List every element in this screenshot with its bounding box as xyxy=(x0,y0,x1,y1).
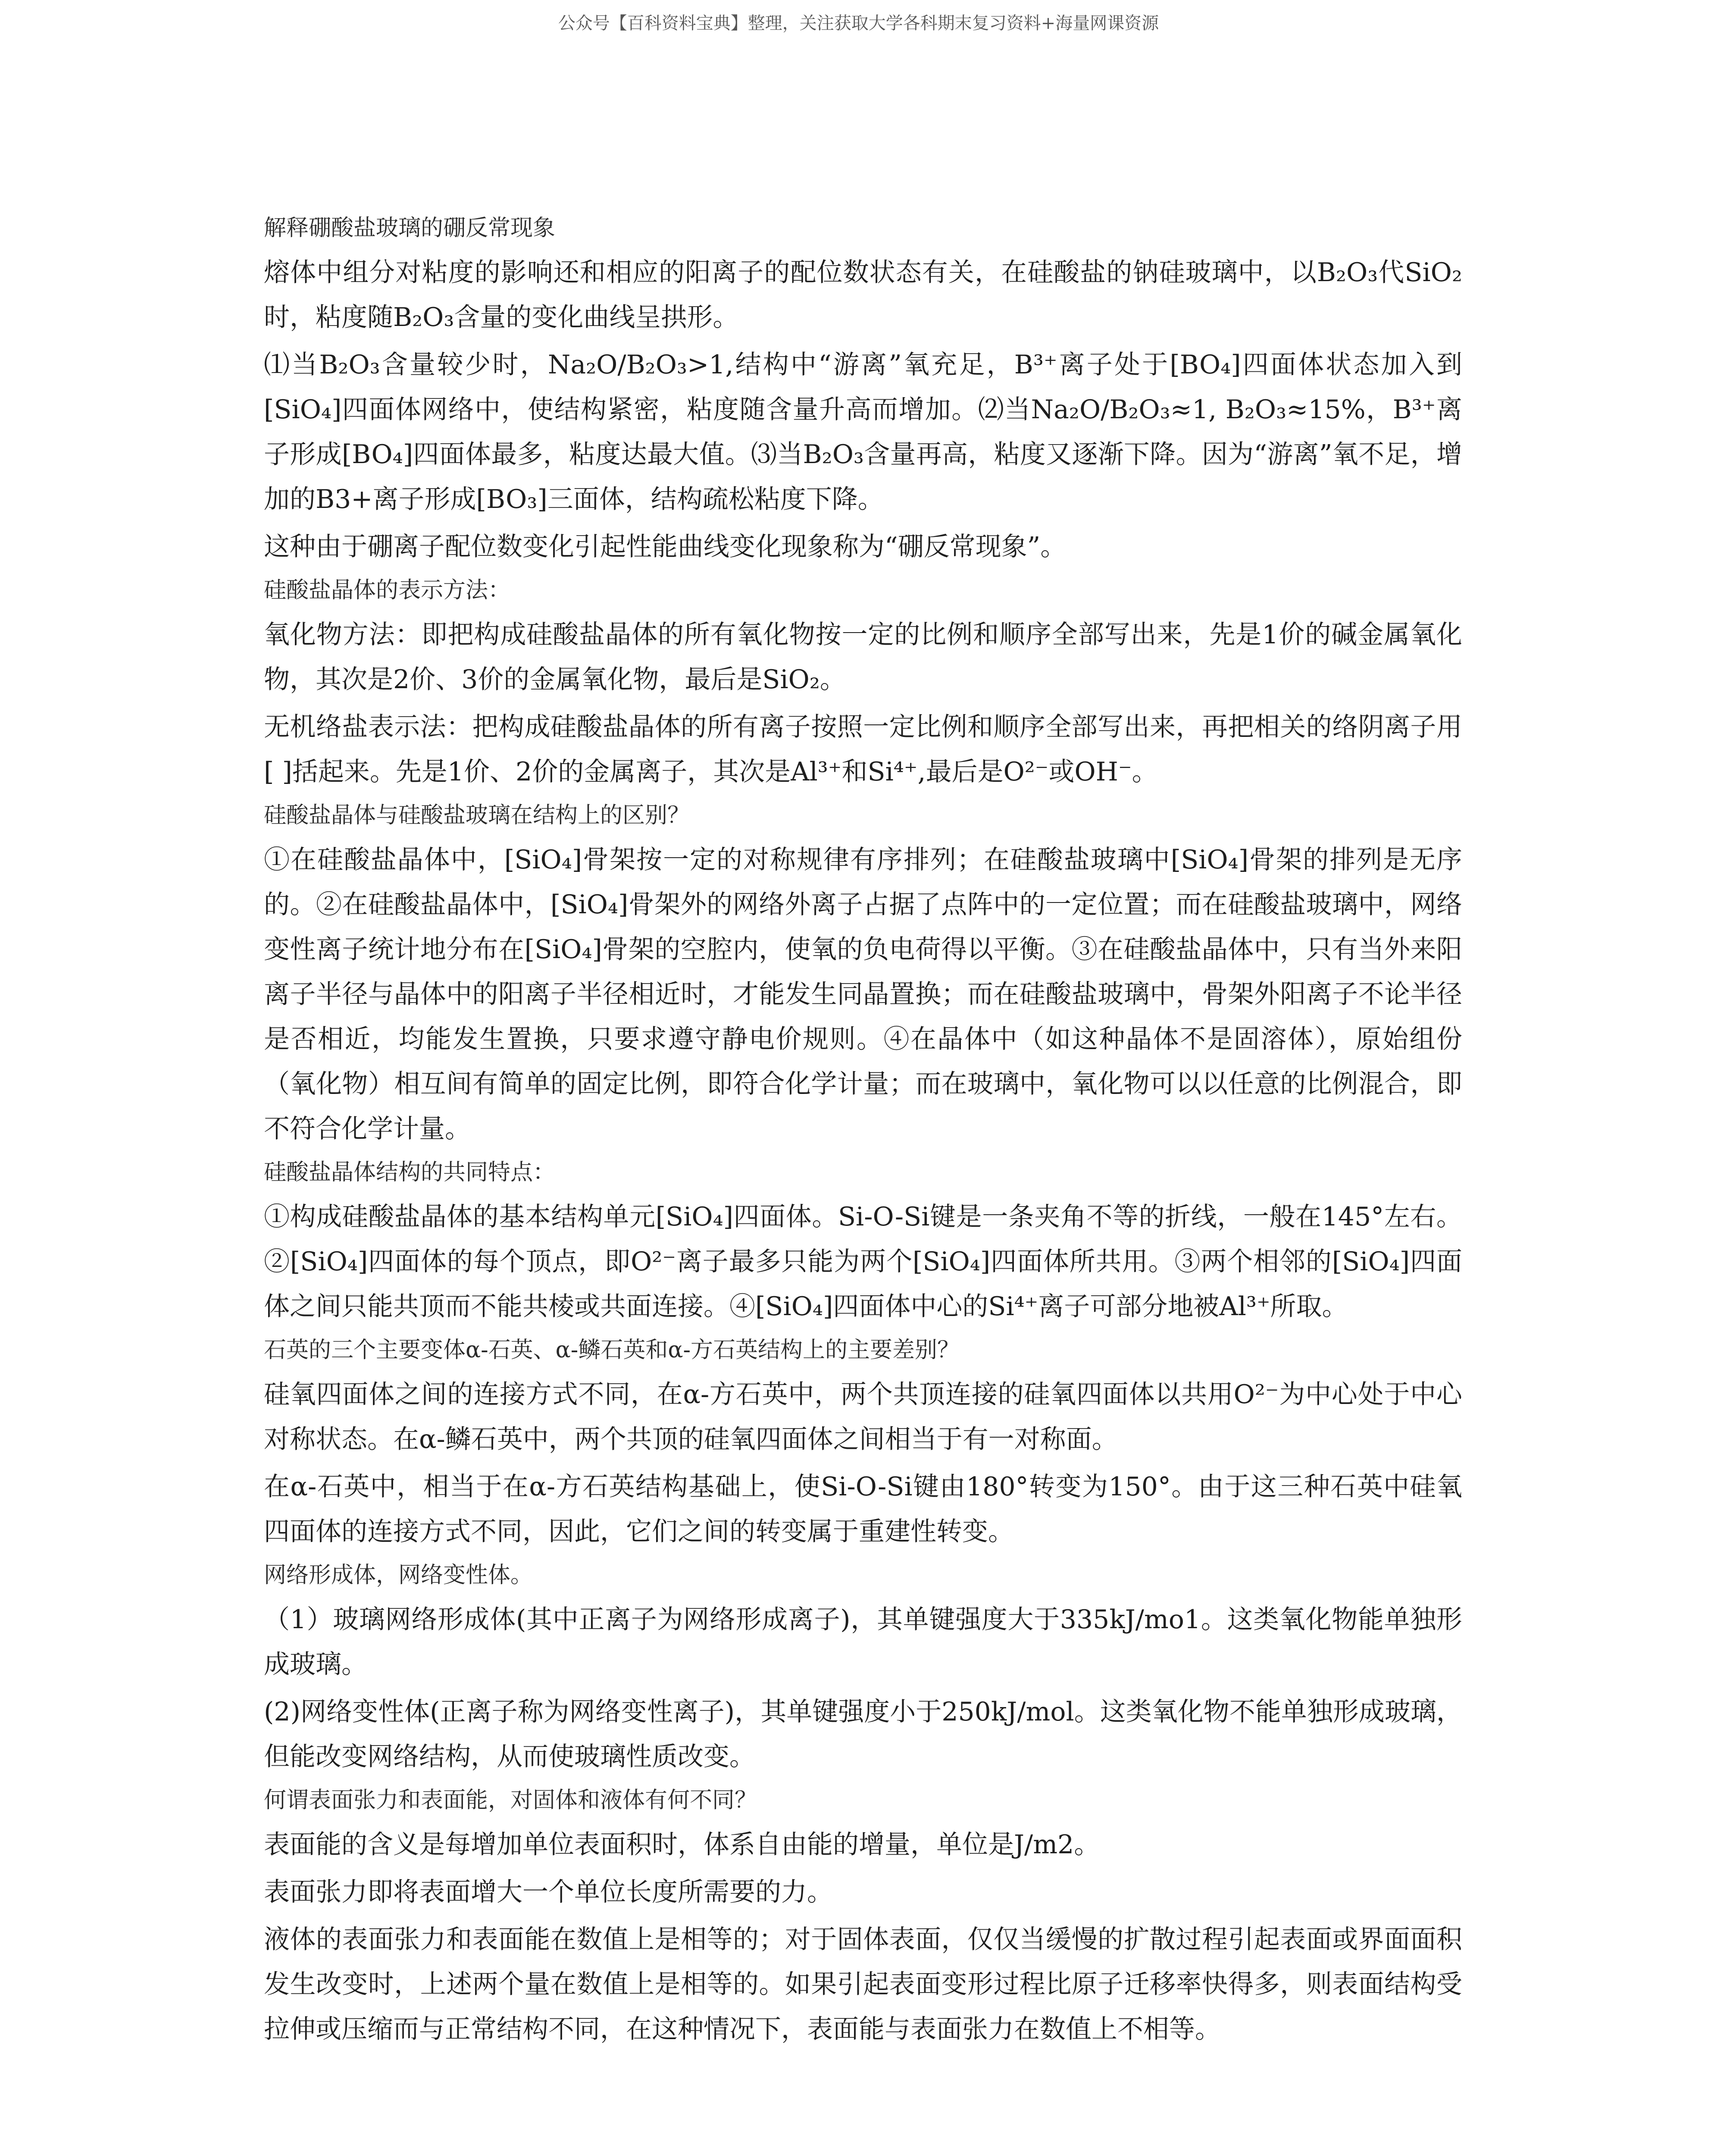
paragraph: 硅氧四面体之间的连接方式不同，在α-方石英中，两个共顶连接的硅氧四面体以共用O²⁻为中心处于中心对称状态。在α-鳞石英中，两个共顶的硅氧四面体之间相当于有一对称面。 xyxy=(264,1379,1462,1454)
paragraph: 液体的表面张力和表面能在数值上是相等的；对于固体表面，仅仅当缓慢的扩散过程引起表面或界面面积发生改变时，上述两个量在数值上是相等的。如果引起表面变形过程比原子迁移率快得多，则表面结构受拉伸或压缩而与正常结构不同，在这种情况下，表面能与表面张力在数值上不相等。 xyxy=(264,1924,1462,2044)
paragraph: (2)网络变性体(正离子称为网络变性离子)，其单键强度小于250kJ/mol。这类氧化物不能单独形成玻璃，但能改变网络结构，从而使玻璃性质改变。 xyxy=(264,1697,1462,1772)
paragraph: 氧化物方法：即把构成硅酸盐晶体的所有氧化物按一定的比例和顺序全部写出来，先是1价的碱金属氧化物，其次是2价、3价的金属氧化物，最后是SiO₂。 xyxy=(264,620,1462,695)
document-body xyxy=(264,207,1462,2054)
section-crystal-vs-glass xyxy=(264,797,1462,1151)
paragraph: 表面能的含义是每增加单位表面积时，体系自由能的增量，单位是J/m2。 xyxy=(264,1830,1100,1860)
section-title: 硅酸盐晶体的表示方法： xyxy=(264,577,511,603)
section-network-formers xyxy=(264,1557,1462,1779)
paragraph: 这种由于硼离子配位数变化引起性能曲线变化现象称为“硼反常现象”。 xyxy=(264,532,1066,562)
section-title: 何谓表面张力和表面能，对固体和液体有何不同？ xyxy=(264,1787,757,1813)
section-title: 网络形成体，网络变性体。 xyxy=(264,1562,533,1588)
section-surface-tension xyxy=(264,1782,1462,2052)
section-boron-anomaly xyxy=(264,210,1462,569)
paragraph: 无机络盐表示法：把构成硅酸盐晶体的所有离子按照一定比例和顺序全部写出来，再把相关的络阴离子用[ ]括起来。先是1价、2价的金属离子，其次是Al³⁺和Si⁴⁺,最后是O²⁻或OH⁻。 xyxy=(264,712,1462,787)
section-title: 硅酸盐晶体与硅酸盐玻璃在结构上的区别？ xyxy=(264,802,690,828)
section-title: 硅酸盐晶体结构的共同特点： xyxy=(264,1159,556,1185)
paragraph: ①在硅酸盐晶体中，[SiO₄]骨架按一定的对称规律有序排列；在硅酸盐玻璃中[SiO₄]骨架的排列是无序的。②在硅酸盐晶体中，[SiO₄]骨架外的网络外离子占据了点阵中的一定位置；而在硅酸盐玻璃中，网络变性离子统计地分布在[SiO₄]骨架的空腔内，使氧的负电荷得以平衡。③在硅酸盐晶体中，只有当外来阳离子半径与晶体中的阳离子半径相近时，才能发生同晶置换；而在硅酸盐玻璃中，骨架外阳离子不论半径是否相近，均能发生置换，只要求遵守静电价规则。④在晶体中（如这种晶体不是固溶体），原始组份（氧化物）相互间有简单的固定比例，即符合化学计量；而在玻璃中，氧化物可以以任意的比例混合，即不符合化学计量。 xyxy=(264,845,1462,1144)
section-quartz-variants xyxy=(264,1332,1462,1554)
section-title: 石英的三个主要变体α-石英、α-鳞石英和α-方石英结构上的主要差别？ xyxy=(264,1337,960,1363)
page-header: 公众号【百科资料宝典】整理，关注获取大学各科期末复习资料+海量网课资源 xyxy=(558,13,1159,33)
section-common-features xyxy=(264,1154,1462,1329)
paragraph: 表面张力即将表面增大一个单位长度所需要的力。 xyxy=(264,1877,833,1907)
section-title: 解释硼酸盐玻璃的硼反常现象 xyxy=(264,215,556,241)
paragraph: （1）玻璃网络形成体(其中正离子为网络形成离子)，其单键强度大于335kJ/mo1。这类氧化物能单独形成玻璃。 xyxy=(264,1604,1462,1680)
paragraph: 熔体中组分对粘度的影响还和相应的阳离子的配位数状态有关，在硅酸盐的钠硅玻璃中，以B₂O₃代SiO₂时，粘度随B₂O₃含量的变化曲线呈拱形。 xyxy=(264,257,1462,332)
paragraph: ①构成硅酸盐晶体的基本结构单元[SiO₄]四面体。Si-O-Si键是一条夹角不等的折线，一般在145°左右。②[SiO₄]四面体的每个顶点，即O²⁻离子最多只能为两个[SiO₄]四面体所共用。③两个相邻的[SiO₄]四面体之间只能共顶而不能共棱或共面连接。④[SiO₄]四面体中心的Si⁴⁺离子可部分地被Al³⁺所取。 xyxy=(264,1202,1462,1322)
paragraph: ⑴当B₂O₃含量较少时，Na₂O/B₂O₃>1,结构中“游离”氧充足，B³⁺离子处于[BO₄]四面体状态加入到[SiO₄]四面体网络中，使结构紧密，粘度随含量升高而增加。⑵当Na₂O/B₂O₃≈1, B₂O₃≈15%，B³⁺离子形成[BO₄]四面体最多，粘度达最大值。⑶当B₂O₃含量再高，粘度又逐渐下降。因为“游离”氧不足，增加的B3+离子形成[BO₃]三面体，结构疏松粘度下降。 xyxy=(264,350,1462,514)
paragraph: 在α-石英中，相当于在α-方石英结构基础上，使Si-O-Si键由180°转变为150°。由于这三种石英中硅氧四面体的连接方式不同，因此，它们之间的转变属于重建性转变。 xyxy=(264,1472,1462,1547)
section-silicate-notation xyxy=(264,572,1462,794)
